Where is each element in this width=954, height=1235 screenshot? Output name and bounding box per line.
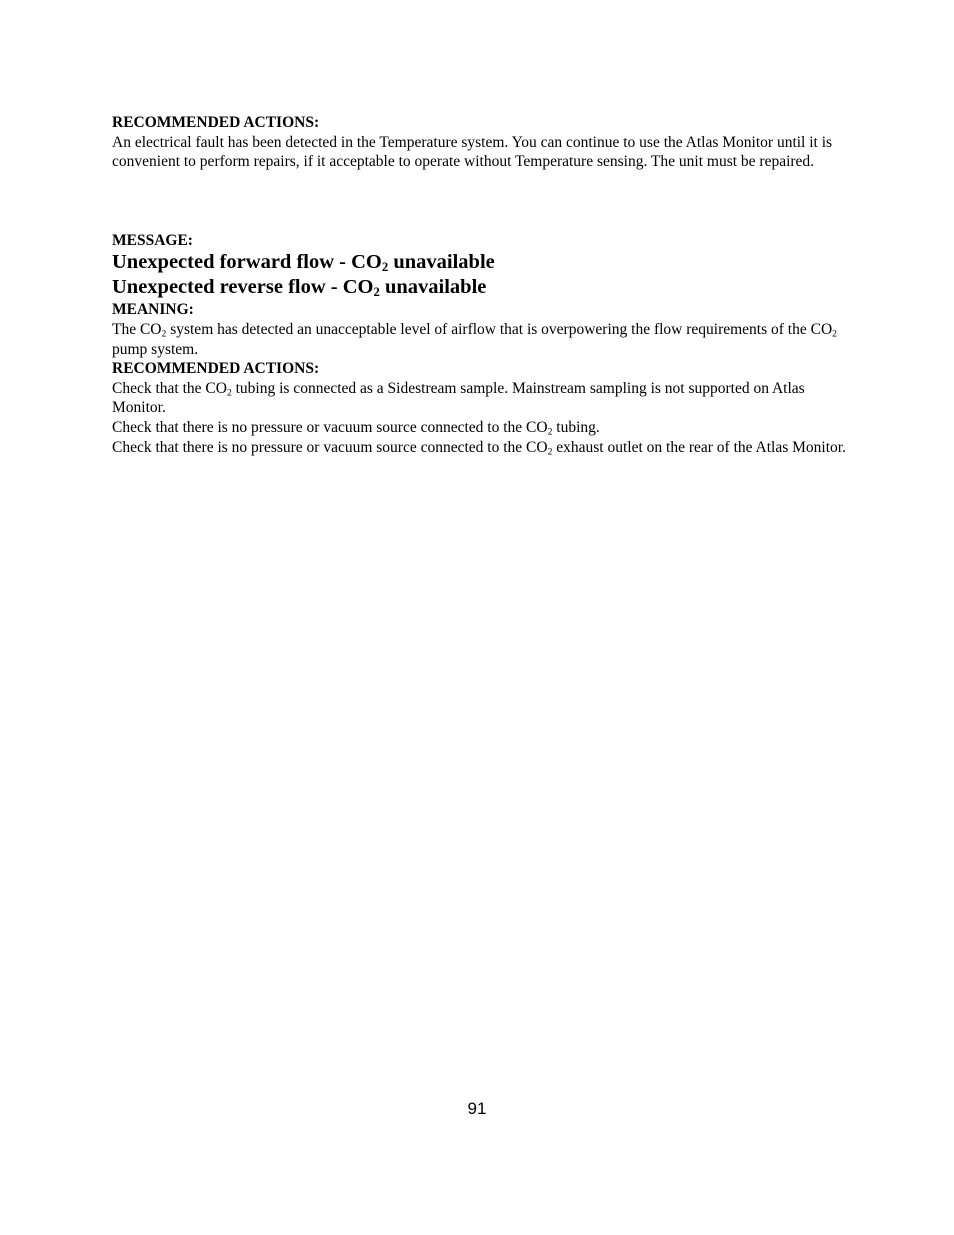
action-item: Check that there is no pressure or vacuum source connected to the $CO_2$ exhaust outlet on the rear of the Atlas Monitor. — [112, 438, 846, 457]
action-item: Check that there is no pressure or vacuum source connected to the $CO_2$ tubing. — [112, 418, 600, 438]
recommended-actions-text: An electrical fault has been detected in the Temperature system. You can continue to use the Atlas Monitor until it is convenient to perform repairs, if it acceptable to operate without Temperature sensing. The unit must be repaired. — [112, 133, 833, 171]
document-page — [112, 113, 852, 457]
recommended-actions-label-2: RECOMMENDED ACTIONS: — [112, 360, 320, 378]
section-spacer — [112, 172, 852, 231]
recommended-actions-label: RECOMMENDED ACTIONS: — [112, 114, 320, 131]
page-number: 91 — [467, 1099, 487, 1118]
message-heading-forward: Unexpected forward flow - $CO_2$ unavailable — [112, 251, 495, 275]
message-label: MESSAGE: — [112, 231, 193, 249]
meaning-text: The $CO_2$ system has detected an unacceptable level of airflow that is overpowering the flow requirements of the $CO_2$ pump system. — [112, 320, 837, 358]
meaning-label: MEANING: — [112, 301, 194, 319]
action-item: Check that the $CO_2$ tubing is connected as a Sidestream sample. Mainstream sampling is not supported on Atlas Monitor. — [112, 379, 805, 417]
message-heading-reverse: Unexpected reverse flow - $CO_2$ unavailable — [112, 276, 487, 300]
